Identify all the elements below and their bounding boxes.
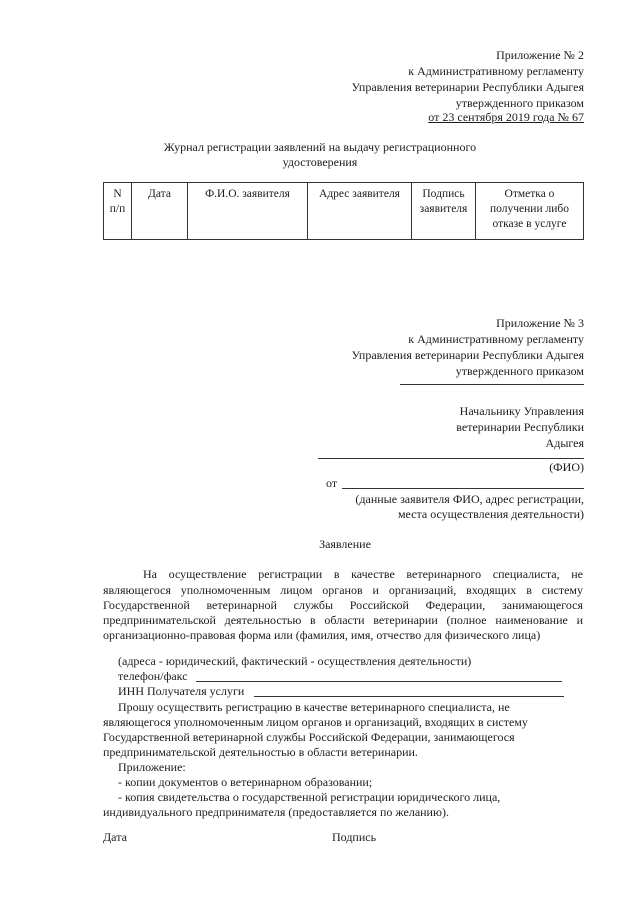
para1-line3: Государственной ветеринарной службы Российской Федерации, занимающегося	[103, 598, 583, 612]
para1-line2: являющегося уполномоченным лицом органов и организаций, входящих в систему	[103, 583, 583, 597]
appendix2-regulation: к Административному регламенту	[408, 64, 584, 78]
para2-line4: предпринимательской деятельностью в области ветеринарии.	[103, 745, 418, 759]
para2-line3: Государственной ветеринарной службы Российской Федерации, занимающегося	[103, 730, 515, 744]
signature-label: Подпись	[332, 830, 377, 844]
para1-line5: организационно-правовая форма или (фамилия, имя, отчество для физического лица)	[103, 628, 541, 642]
addressee-line1: Начальнику Управления	[459, 404, 584, 418]
attachment-item1: - копии документов о ветеринарном образовании;	[118, 775, 373, 789]
para2-line2: являющегося уполномоченным лицом органов и организаций, входящих в систему	[103, 715, 528, 729]
appendix2-department: Управления ветеринарии Республики Адыгея	[351, 80, 584, 94]
appendix2-order-date: от 23 сентября 2019 года № 67	[428, 110, 584, 124]
journal-col-date: Дата	[132, 183, 188, 240]
addressee-line2: ветеринарии Республики	[456, 420, 584, 434]
journal-col-number: N п/п	[104, 183, 132, 240]
appendix2-approved: утвержденного приказом	[455, 96, 584, 110]
addressee-name-blank	[318, 458, 584, 459]
journal-col-signature: Подпись заявителя	[412, 183, 476, 240]
phone-label: телефон/факс	[118, 669, 188, 683]
phone-blank	[196, 681, 562, 682]
from-label: от	[326, 476, 338, 490]
appendix3-order-blank	[400, 384, 584, 385]
para2-line1: Прошу осуществить регистрацию в качестве ветеринарного специалиста, не	[118, 700, 510, 714]
appendix3-approved: утвержденного приказом	[455, 364, 584, 378]
attachment-item2-line1: - копия свидетельства о государственной регистрации юридического лица,	[118, 790, 501, 804]
attachment-item2-line2: индивидуального предпринимателя (предоставляется по желанию).	[103, 805, 449, 819]
applicant-hint-line2: места осуществления деятельности)	[397, 507, 584, 521]
journal-col-address: Адрес заявителя	[308, 183, 412, 240]
para1-line4: предпринимательской деятельностью в области ветеринарии (полное наименование и	[103, 613, 583, 627]
fio-label: (ФИО)	[549, 460, 584, 474]
date-label: Дата	[103, 830, 127, 844]
appendix3-title: Приложение № 3	[496, 316, 584, 330]
applicant-blank	[342, 488, 584, 489]
journal-table	[103, 182, 584, 240]
inn-blank	[254, 696, 564, 697]
appendix2-title: Приложение № 2	[496, 48, 584, 62]
appendix3-department: Управления ветеринарии Республики Адыгея	[351, 348, 584, 362]
journal-title-line2: удостоверения	[282, 155, 358, 169]
attachment-label: Приложение:	[118, 760, 186, 774]
address-hint: (адреса - юридический, фактический - осуществления деятельности)	[118, 654, 472, 668]
para1-line1: На осуществление регистрации в качестве ветеринарного специалиста, не	[143, 567, 583, 581]
addressee-line3: Адыгея	[545, 436, 584, 450]
journal-title-line1: Журнал регистрации заявлений на выдачу регистрационного	[163, 140, 477, 154]
applicant-hint-line1: (данные заявителя ФИО, адрес регистрации,	[355, 492, 584, 506]
appendix3-regulation: к Административному регламенту	[408, 332, 584, 346]
statement-title: Заявление	[319, 537, 371, 551]
inn-label: ИНН Получателя услуги	[118, 684, 245, 698]
journal-col-fio: Ф.И.О. заявителя	[188, 183, 308, 240]
journal-header-row	[104, 183, 584, 240]
journal-col-result: Отметка о получении либо отказе в услуге	[476, 183, 584, 240]
